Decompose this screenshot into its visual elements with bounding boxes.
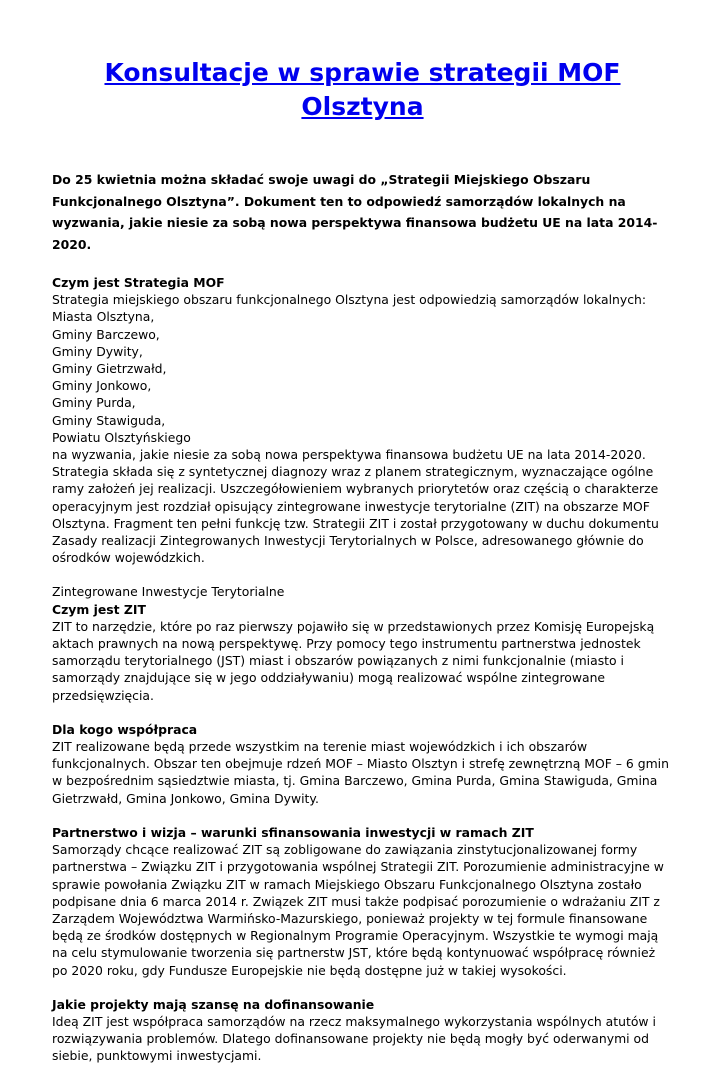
section-heading: Czym jest Strategia MOF [52, 275, 225, 290]
list-item: Miasta Olsztyna, [52, 309, 155, 325]
section-heading: Czym jest ZIT [52, 601, 146, 617]
title-container [52, 56, 673, 124]
section-partnerstwo [52, 824, 673, 979]
section-heading: Jakie projekty mają szansę na dofinansowanie [52, 996, 375, 1012]
list-item: Gminy Gietrzwałd, [52, 361, 167, 377]
list-item: Gminy Purda, [52, 395, 136, 411]
section-body: na wyzwania, jakie niesie za sobą nowa perspektywa finansowa budżetu UE na lata 2014-2020. Strategia składa się z syntetycznej diagnozy wraz z planem strategicznym, wyznaczające ogólne ramy założeń jej realizacji. Uszczegółowieniem wybranych priorytetów oraz częścią o charakterze operacyjnym jest rozdział opisujący zintegrowane inwestycje terytorialne (ZIT) na obszarze MOF Olsztyna. Fragment ten pełni funkcję tzw. Strategii ZIT i został przygotowany w duchu dokumentu Zasady realizacji Zintegrowanych Inwestycji Terytorialnych w Polsce, adresowanego głównie do ośrodków wojewódzkich. [52, 447, 659, 566]
section-heading: Dla kogo współpraca [52, 721, 198, 737]
section-jakie-projekty [52, 996, 673, 1065]
list-item: Gminy Stawiguda, [52, 412, 166, 428]
list-item: Powiatu Olsztyńskiego [52, 429, 191, 445]
section-label: Zintegrowane Inwestycje Terytorialne [52, 584, 285, 600]
section-body: Ideą ZIT jest współpraca samorządów na rzecz maksymalnego wykorzystania wspólnych atutów i rozwiązywania problemów. Dlatego dofinansowane projekty nie będą mogły być oderwanymi od siebie, punktowymi inwestycjami. [52, 1013, 656, 1064]
page-title-link[interactable]: Konsultacje w sprawie strategii MOF Olsztyna [104, 58, 621, 121]
section-strategia-mof [52, 274, 673, 566]
section-body: ZIT realizowane będą przede wszystkim na terenie miast wojewódzkich i ich obszarów funkcjonalnych. Obszar ten obejmuje rdzeń MOF – Miasto Olsztyn i strefę zewnętrzną MOF – 6 gmin w bezpośrednim sąsiedztwie miasta, tj. Gmina Barczewo, Gmina Purda, Gmina Stawiguda, Gmina Gietrzwałd, Gmina Jonkowo, Gmina Dywity. [52, 739, 669, 806]
list-item: Gminy Jonkowo, [52, 378, 152, 394]
section-body: ZIT to narzędzie, które po raz pierwszy pojawiło się w przedstawionych przez Komisję Europejską aktach prawnych na nową perspektywę. Przy pomocy tego instrumentu partnerstwa jednostek samorządu terytorialnego (JST) miast i obszarów powiązanych z nimi funkcjonalnie (miasto i samorządy znajdujące się w jego oddziaływaniu) mogą realizować wspólne zintegrowane przedsięwzięcia. [52, 618, 655, 703]
section-dla-kogo [52, 721, 673, 807]
list-item: Gminy Dywity, [52, 343, 143, 359]
section-czym-jest-zit [52, 583, 673, 703]
section-intro: Strategia miejskiego obszaru funkcjonalnego Olsztyna jest odpowiedzią samorządów lokalnych: [52, 292, 647, 308]
section-body: Samorządy chcące realizować ZIT są zobligowane do zawiązania zinstytucjonalizowanej formy partnerstwa – Związku ZIT i przygotowania wspólnej Strategii ZIT. Porozumienie administracyjne w sprawie powołania Związku ZIT w ramach Miejskiego Obszaru Funkcjonalnego Olsztyna zostało podpisane dnia 6 marca 2014 r. Związek ZIT musi także podpisać porozumienie o wdrażaniu ZIT z Zarządem Województwa Warmińsko-Mazurskiego, ponieważ projekty w tej formule finansowane będą ze środków dostępnych w Regionalnym Programie Operacyjnym. Wszystkie te wymogi mają na celu stymulowanie tworzenia się partnerstw JST, które będą kontynuować współpracę również po 2020 roku, gdy Fundusze Europejskie nie będą dostępne już w takiej wysokości. [52, 842, 664, 978]
list-item: Gminy Barczewo, [52, 326, 160, 342]
section-heading: Partnerstwo i wizja – warunki sfinansowania inwestycji w ramach ZIT [52, 824, 534, 840]
lead-paragraph: Do 25 kwietnia można składać swoje uwagi do „Strategii Miejskiego Obszaru Funkcjonalnego Olsztyna”. Dokument ten to odpowiedź samorządów lokalnych na wyzwania, jakie niesie za sobą nowa perspektywa finansowa budżetu UE na lata 2014-2020. [52, 172, 658, 252]
